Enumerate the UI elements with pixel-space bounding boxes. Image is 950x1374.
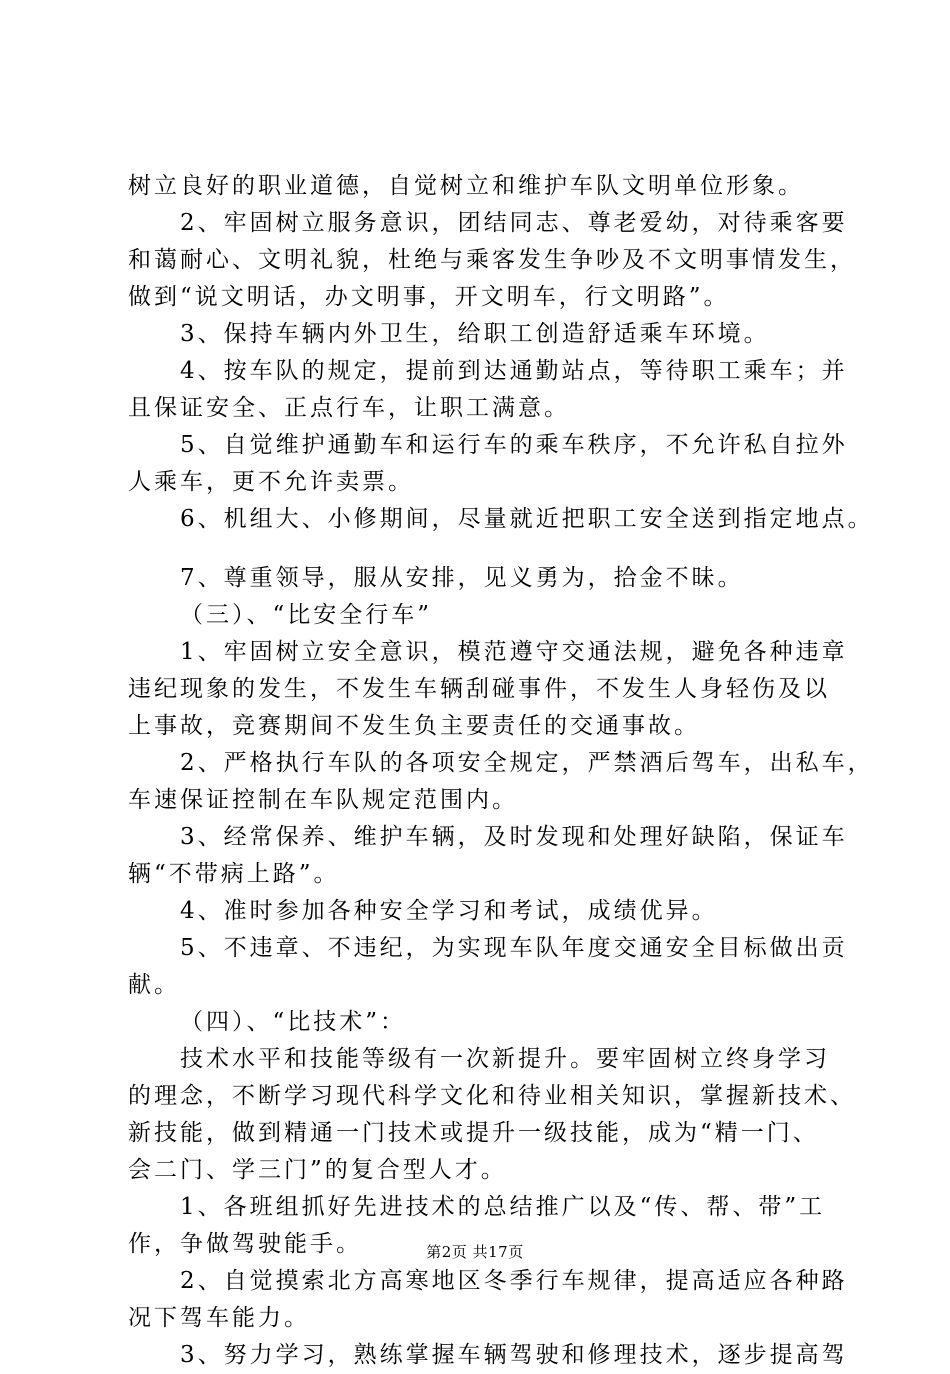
paragraph-line: 献。 (128, 972, 180, 998)
section-heading: （四）、“比技术”： (180, 1009, 407, 1035)
paragraph-line: 1、牢固树立安全意识，模范遵守交通法规，避免各种违章 (180, 639, 848, 665)
paragraph-line: 上事故，竞赛期间不发生负主要责任的交通事故。 (128, 713, 700, 739)
paragraph-line: 7、尊重领导，服从安排，见义勇为，拾金不昧。 (180, 565, 744, 591)
paragraph-line: 人乘车，更不允许卖票。 (128, 469, 414, 495)
paragraph-line: 车速保证控制在车队规定范围内。 (128, 787, 518, 813)
paragraph-line: 技术水平和技能等级有一次新提升。要牢固树立终身学习 (180, 1046, 830, 1072)
paragraph-line: 新技能，做到精通一门技术或提升一级技能，成为“精一门、 (128, 1120, 819, 1146)
paragraph-line: 6、机组大、小修期间，尽量就近把职工安全送到指定地点。 (180, 506, 874, 532)
paragraph-line: 2、自觉摸索北方高寒地区冬季行车规律，提高适应各种路 (180, 1268, 848, 1294)
paragraph-line: 3、经常保养、维护车辆，及时发现和处理好缺陷，保证车 (180, 824, 848, 850)
paragraph-line: 2、严格执行车队的各项安全规定，严禁酒后驾车，出私车， (180, 750, 874, 776)
paragraph-gap (128, 538, 828, 560)
paragraph-line: 作，争做驾驶能手。 (128, 1231, 362, 1257)
paragraph-line: 树立良好的职业道德，自觉树立和维护车队文明单位形象。 (128, 173, 804, 199)
document-body (128, 168, 874, 1374)
paragraph-line: 况下驾车能力。 (128, 1305, 310, 1331)
paragraph-line: 5、不违章、不违纪，为实现车队年度交通安全目标做出贡 (180, 935, 848, 961)
paragraph-line: 2、牢固树立服务意识，团结同志、尊老爱幼，对待乘客要 (180, 210, 848, 236)
page-number-footer: 第2页 共17页 (426, 1243, 524, 1261)
paragraph-line: 4、准时参加各种安全学习和考试，成绩优异。 (180, 898, 718, 924)
paragraph-line: 5、自觉维护通勤车和运行车的乘车秩序，不允许私自拉外 (180, 432, 848, 458)
paragraph-line: 会二门、学三门”的复合型人才。 (128, 1157, 507, 1183)
paragraph-line: 4、按车队的规定，提前到达通勤站点，等待职工乘车；并 (180, 358, 848, 384)
paragraph-line: 和蔼耐心、文明礼貌，杜绝与乘客发生争吵及不文明事情发生， (128, 247, 856, 273)
paragraph-line: 辆“不带病上路”。 (128, 861, 340, 887)
paragraph-line: 3、保持车辆内外卫生，给职工创造舒适乘车环境。 (180, 321, 770, 347)
paragraph-line: 违纪现象的发生，不发生车辆刮碰事件，不发生人身轻伤及以 (128, 676, 830, 702)
paragraph-line: 做到“说文明话，办文明事，开文明车，行文明路”。 (128, 284, 730, 310)
paragraph-line: 的理念，不断学习现代科学文化和待业相关知识，掌握新技术、 (128, 1083, 856, 1109)
paragraph-line: 3、努力学习，熟练掌握车辆驾驶和修理技术，逐步提高驾 (180, 1342, 848, 1368)
section-heading: （三）、“比安全行车” (180, 602, 433, 628)
paragraph-line: 且保证安全、正点行车，让职工满意。 (128, 395, 570, 421)
paragraph-line: 1、各班组抓好先进技术的总结推广以及“传、帮、带”工 (180, 1194, 826, 1220)
